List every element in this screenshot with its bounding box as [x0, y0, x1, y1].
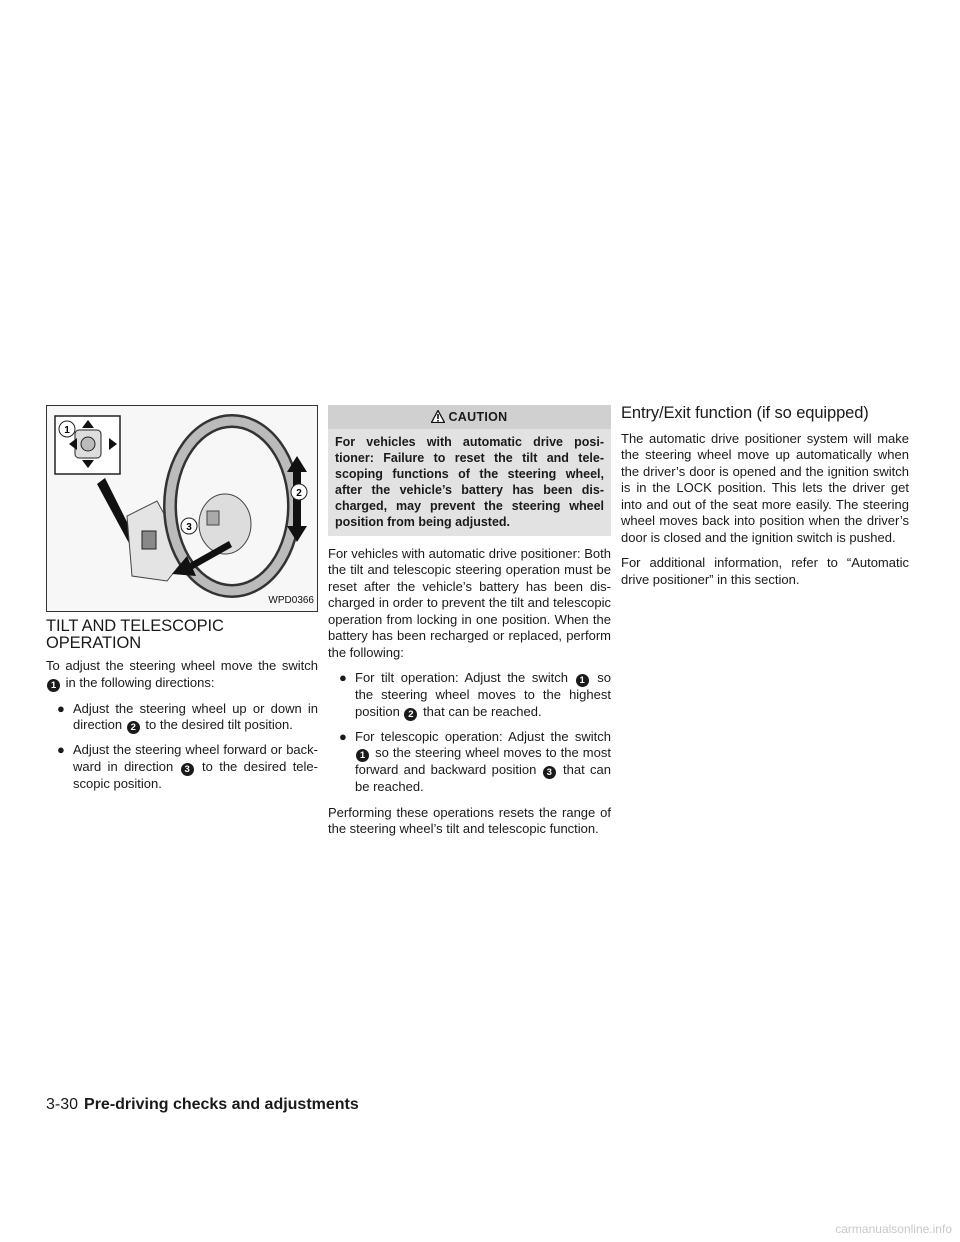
summary-paragraph: Performing these operations resets the range of the steering wheel’s tilt and telescopic function.	[328, 804, 611, 836]
watermark: carmanualsonline.info	[835, 1222, 952, 1236]
bullet-icon: ●	[339, 670, 347, 685]
callout-3-badge: 3	[181, 763, 194, 776]
reset-list	[328, 670, 611, 796]
list-item: ● For telescopic operation: Adjust the switch 1 so the steering wheel moves to the most forward and backward position 3 that can be reached.	[339, 728, 611, 794]
figure-code: WPD0366	[268, 594, 314, 606]
callout-3: 3	[186, 522, 192, 533]
callout-1-badge: 1	[47, 679, 60, 692]
caution-title: CAUTION	[448, 410, 508, 424]
left-column	[46, 405, 318, 801]
list-item: ● Adjust the steering wheel up or down in direction 2 to the desired tilt position.	[57, 700, 318, 733]
bullet-icon: ●	[57, 700, 65, 716]
intro-paragraph: To adjust the steering wheel move the switch 1 in the following directions:	[46, 658, 318, 691]
callout-2: 2	[296, 488, 302, 499]
warning-triangle-icon	[431, 410, 445, 423]
callout-2-badge: 2	[404, 708, 417, 721]
callout-2-badge: 2	[127, 721, 140, 734]
bullet-icon: ●	[339, 728, 347, 744]
list-item: ● Adjust the steering wheel forward or back-ward in direction 3 to the desired tele-scopic position.	[57, 742, 318, 791]
chapter-title: Pre-driving checks and adjustments	[84, 1096, 359, 1113]
section-heading-entry-exit: Entry/Exit function (if so equipped)	[621, 404, 869, 422]
caution-header	[328, 405, 611, 429]
direction-list	[46, 701, 318, 793]
reset-paragraph: For vehicles with automatic drive positioner: Both the tilt and telescopic steering operation must be reset after the vehicle’s battery has been dis-charged in order to prevent the tilt and telescopic operation from locking in one position. When the battery has been recharged or replaced, perform the following:	[328, 545, 611, 660]
section-heading-tilt: TILT AND TELESCOPIC OPERATION	[46, 617, 224, 652]
caution-box	[328, 405, 611, 536]
entry-exit-paragraph: The automatic drive positioner system will make the steering wheel move up automatically when the driver’s door is opened and the ignition switch is in the LOCK position. This lets the driver get into and out of the seat more easily. The steering wheel moves back into position when the driver’s door is closed and the ignition switch is pushed.	[621, 430, 909, 545]
reference-paragraph: For additional information, refer to “Automatic drive positioner” in this section.	[621, 555, 909, 587]
callout-3-badge: 3	[543, 766, 556, 779]
callout-1-badge: 1	[576, 674, 589, 687]
middle-column	[328, 405, 611, 847]
caution-text: For vehicles with automatic drive posi-tioner: Failure to reset the tilt and tele-scoping functions of the steering wheel, after the vehicle’s battery has been dis-charged, may prevent the steering wheel position from being adjusted.	[335, 434, 604, 529]
callout-1-badge: 1	[356, 749, 369, 762]
page-footer	[46, 1096, 359, 1114]
bullet-icon: ●	[57, 742, 65, 757]
page-number: 3-30	[46, 1096, 79, 1113]
right-column	[621, 405, 909, 597]
steering-wheel-illustration	[47, 406, 317, 611]
steering-wheel-figure	[46, 405, 318, 612]
callout-1: 1	[64, 425, 70, 436]
list-item: ● For tilt operation: Adjust the switch 1 so the steering wheel moves to the highest position 2 that can be reached.	[339, 670, 611, 720]
